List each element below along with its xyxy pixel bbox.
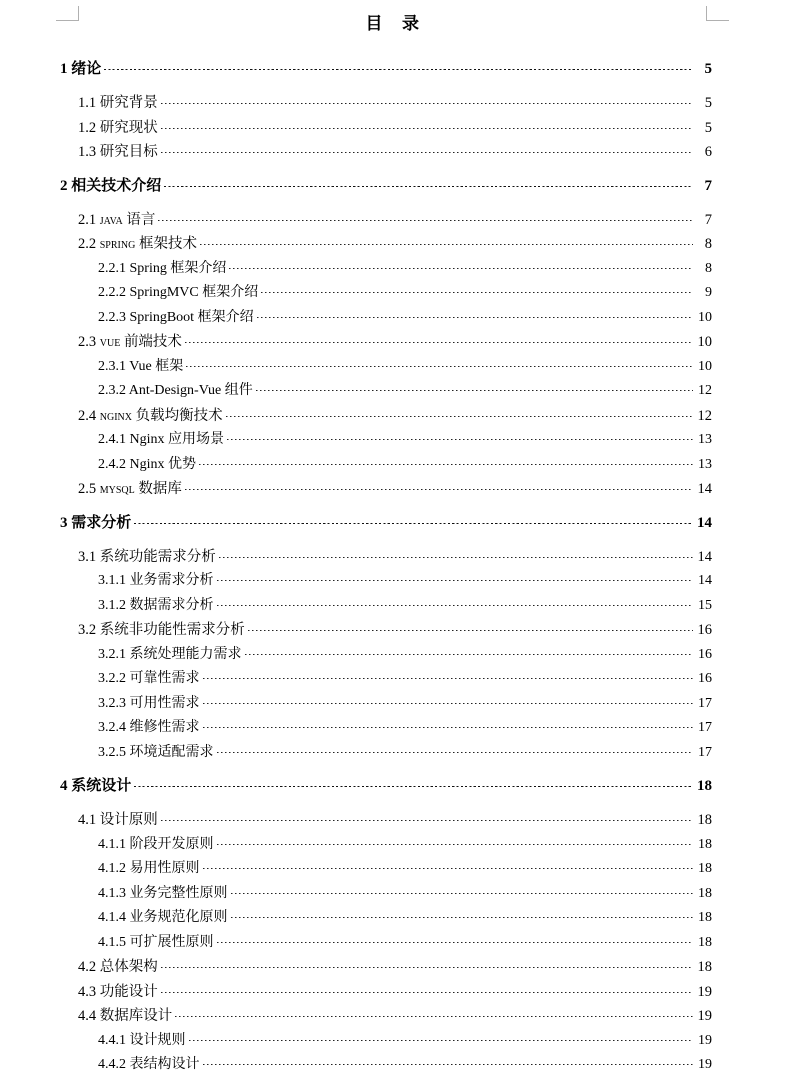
toc-page-number: 6 xyxy=(704,144,712,160)
toc-entry-label: 4.1.4 业务规范化原则 xyxy=(98,910,228,925)
toc-page-number: 19 xyxy=(697,983,712,1000)
toc-entry-label: 3.2.2 可靠性需求 xyxy=(98,671,200,686)
toc-page-number: 16 xyxy=(697,622,712,638)
toc-entry[interactable] xyxy=(78,618,712,643)
toc-leader-dots xyxy=(164,186,693,187)
toc-entry[interactable] xyxy=(98,716,712,741)
toc-entry-label: 4.1 设计原则 xyxy=(78,812,158,828)
toc-leader-dots xyxy=(203,678,694,679)
toc-entry-label: 4.1.3 业务完整性原则 xyxy=(98,885,228,901)
toc-entry[interactable] xyxy=(98,667,712,692)
page-title: 目 录 xyxy=(365,14,420,33)
toc-entry[interactable] xyxy=(98,1053,712,1078)
toc-leader-dots xyxy=(104,69,693,70)
toc-entry[interactable] xyxy=(78,208,712,233)
toc-page-number: 18 xyxy=(697,778,712,794)
toc-entry[interactable] xyxy=(98,931,712,956)
toc-entry-label: 4.4.2 表结构设计 xyxy=(98,1057,200,1072)
toc-entry-label: 4.4.1 设计规则 xyxy=(98,1032,186,1048)
toc-entry-label: 3.1.1 业务需求分析 xyxy=(98,573,214,588)
toc-entry-label: 4 系统设计 xyxy=(60,778,132,794)
toc-page-number: 14 xyxy=(697,481,712,497)
toc-entry-label: 3.2.1 系统处理能力需求 xyxy=(98,646,242,662)
toc-entry-label: 1.3 研究目标 xyxy=(78,144,158,160)
toc-leader-dots xyxy=(245,654,694,655)
toc-page-number: 5 xyxy=(704,95,712,111)
toc-entry-label: 2.2.1 Spring 框架介绍 xyxy=(98,260,227,276)
toc-page-number: 17 xyxy=(698,744,712,760)
toc-entry[interactable] xyxy=(78,477,712,502)
toc-entry-label: 2 相关技术介绍 xyxy=(60,177,162,194)
toc-leader-dots xyxy=(185,342,693,343)
toc-entry[interactable] xyxy=(98,692,712,717)
toc-entry[interactable] xyxy=(98,355,712,380)
toc-entry-label: 3.2.4 维修性需求 xyxy=(98,720,200,735)
toc-leader-dots xyxy=(189,1040,694,1041)
toc-entry-label: 1.2 研究现状 xyxy=(78,119,158,136)
toc-entry[interactable] xyxy=(60,57,712,82)
toc-entry-label: 2.1 java 语言 xyxy=(78,211,156,228)
toc-entry[interactable] xyxy=(98,306,712,331)
toc-page-number: 18 xyxy=(698,836,712,852)
acronym-smallcaps: spring xyxy=(99,236,136,252)
toc-entry[interactable] xyxy=(98,833,712,858)
toc-page-number: 18 xyxy=(698,885,712,901)
toc-entry[interactable] xyxy=(98,453,712,478)
toc-entry-label: 1.1 研究背景 xyxy=(78,95,158,111)
toc-entry[interactable] xyxy=(78,91,712,116)
toc-page-number: 8 xyxy=(705,260,712,276)
toc-page-number: 10 xyxy=(698,309,712,325)
acronym-smallcaps: mysql xyxy=(99,481,135,497)
toc-entry[interactable] xyxy=(98,857,712,882)
toc-page-number: 13 xyxy=(698,456,712,472)
toc-page-number: 19 xyxy=(698,1032,712,1048)
toc-entry-label: 2.2 spring 框架技术 xyxy=(78,236,197,252)
toc-leader-dots xyxy=(217,844,694,845)
toc-leader-dots xyxy=(217,580,694,581)
toc-leader-dots xyxy=(256,390,693,391)
toc-leader-dots xyxy=(227,439,693,440)
toc-entry-label: 3.1 系统功能需求分析 xyxy=(78,548,216,565)
toc-entry[interactable] xyxy=(98,741,712,766)
toc-page-number: 10 xyxy=(698,358,712,374)
toc-leader-dots xyxy=(161,992,693,993)
toc-leader-dots xyxy=(217,942,694,943)
toc-entry[interactable] xyxy=(78,955,712,980)
toc-entry-label: 2.5 mysql 数据库 xyxy=(78,481,182,497)
toc-leader-dots xyxy=(226,416,693,417)
toc-page-number: 16 xyxy=(698,671,712,686)
toc-leader-dots xyxy=(229,268,693,269)
toc-leader-dots xyxy=(248,630,693,631)
toc-entry[interactable] xyxy=(78,1004,712,1029)
toc-entry[interactable] xyxy=(98,379,712,404)
toc-page-number: 15 xyxy=(698,597,712,613)
toc-page-number: 8 xyxy=(704,236,712,252)
acronym-smallcaps: nginx xyxy=(99,407,132,424)
toc-leader-dots xyxy=(217,605,694,606)
toc-leader-dots xyxy=(161,967,693,968)
toc-page-number: 5 xyxy=(704,119,712,136)
toc-leader-dots xyxy=(231,893,694,894)
toc-leader-dots xyxy=(158,220,693,221)
acronym-smallcaps: vue xyxy=(99,334,121,350)
toc-page-number: 17 xyxy=(698,720,712,735)
toc-entry-label: 2.2.2 SpringMVC 框架介绍 xyxy=(98,285,259,300)
toc-entry-label: 3.1.2 数据需求分析 xyxy=(98,597,214,613)
toc-entry-label: 4.2 总体架构 xyxy=(78,959,158,975)
toc-entry-label: 2.4 nginx 负载均衡技术 xyxy=(78,407,223,424)
toc-leader-dots xyxy=(134,523,693,524)
toc-page-number: 13 xyxy=(698,432,712,447)
toc-entry[interactable] xyxy=(98,257,712,282)
toc-page-number: 18 xyxy=(698,934,712,950)
toc-entry[interactable] xyxy=(98,643,712,668)
toc-leader-dots xyxy=(231,917,694,918)
toc-page-number: 12 xyxy=(698,383,712,398)
toc-page-number: 7 xyxy=(704,177,712,194)
toc-entry[interactable] xyxy=(78,545,712,570)
toc-entry[interactable] xyxy=(98,594,712,619)
toc-entry[interactable] xyxy=(60,774,712,799)
toc-entry[interactable] xyxy=(60,511,712,536)
toc-page-number: 5 xyxy=(704,61,712,77)
toc-page-number: 18 xyxy=(697,959,712,975)
toc-page-number: 14 xyxy=(697,514,712,531)
toc-leader-dots xyxy=(161,128,693,129)
toc-entry[interactable] xyxy=(98,428,712,453)
toc-entry[interactable] xyxy=(98,569,712,594)
toc-entry[interactable] xyxy=(78,140,712,165)
toc-page-number: 14 xyxy=(697,548,712,565)
toc-leader-dots xyxy=(203,1064,694,1065)
toc-entry[interactable] xyxy=(78,808,712,833)
toc-page-number: 14 xyxy=(698,573,712,588)
toc-leader-dots xyxy=(200,244,693,245)
toc-entry-label: 2.4.1 Nginx 应用场景 xyxy=(98,432,224,447)
toc-entry-label: 3.2.3 可用性需求 xyxy=(98,695,200,711)
toc-leader-dots xyxy=(261,292,693,293)
toc-entry[interactable] xyxy=(98,281,712,306)
toc-page-number: 10 xyxy=(697,334,712,350)
toc-entry-label: 4.1.1 阶段开发原则 xyxy=(98,836,214,852)
toc-entry-label: 3.2.5 环境适配需求 xyxy=(98,744,214,760)
toc-page-number: 18 xyxy=(698,910,712,925)
toc-leader-dots xyxy=(203,868,694,869)
toc-page-number: 17 xyxy=(698,695,712,711)
toc-leader-dots xyxy=(219,557,693,558)
toc-page-number: 19 xyxy=(697,1008,712,1024)
toc-entry-label: 1 绪论 xyxy=(60,61,102,77)
toc-entry[interactable] xyxy=(78,404,712,429)
toc-entry[interactable] xyxy=(78,330,712,355)
toc-entry-label: 2.3 vue 前端技术 xyxy=(78,334,182,350)
toc-entry-label: 4.4 数据库设计 xyxy=(78,1008,173,1024)
toc-leader-dots xyxy=(161,820,693,821)
toc-entry-label: 3 需求分析 xyxy=(60,514,132,531)
toc-leader-dots xyxy=(186,366,693,367)
toc-leader-dots xyxy=(199,464,693,465)
toc-page-number: 12 xyxy=(697,407,712,424)
toc-entry-label: 2.3.1 Vue 框架 xyxy=(98,358,184,374)
toc-leader-dots xyxy=(257,317,693,318)
toc-page-number: 16 xyxy=(698,646,712,662)
toc-leader-dots xyxy=(175,1016,693,1017)
toc-page-number: 18 xyxy=(698,861,712,876)
toc-page-number: 9 xyxy=(705,285,712,300)
toc-entry-label: 2.3.2 Ant-Design-Vue 组件 xyxy=(98,383,253,398)
acronym-smallcaps: java xyxy=(99,211,123,228)
toc-leader-dots xyxy=(203,727,694,728)
toc-page-number: 18 xyxy=(697,812,712,828)
toc-entry-label: 2.2.3 SpringBoot 框架介绍 xyxy=(98,309,254,325)
toc-entry-label: 4.3 功能设计 xyxy=(78,983,158,1000)
table-of-contents xyxy=(0,48,785,1078)
toc-entry-label: 2.4.2 Nginx 优势 xyxy=(98,456,196,472)
toc-entry-label: 4.1.5 可扩展性原则 xyxy=(98,934,214,950)
toc-entry-label: 3.2 系统非功能性需求分析 xyxy=(78,622,245,638)
toc-leader-dots xyxy=(161,152,693,153)
toc-page-number: 19 xyxy=(698,1057,712,1072)
toc-entry[interactable] xyxy=(78,116,712,141)
toc-leader-dots xyxy=(203,703,694,704)
toc-leader-dots xyxy=(217,752,694,753)
toc-leader-dots xyxy=(134,786,693,787)
toc-leader-dots xyxy=(185,489,693,490)
toc-entry[interactable] xyxy=(98,882,712,907)
toc-page-number: 7 xyxy=(704,211,712,228)
toc-entry-label: 4.1.2 易用性原则 xyxy=(98,861,200,876)
toc-entry[interactable] xyxy=(78,980,712,1005)
toc-leader-dots xyxy=(161,103,693,104)
toc-entry[interactable] xyxy=(98,1029,712,1054)
toc-entry[interactable] xyxy=(78,232,712,257)
toc-entry[interactable] xyxy=(60,174,712,199)
toc-entry[interactable] xyxy=(98,906,712,931)
